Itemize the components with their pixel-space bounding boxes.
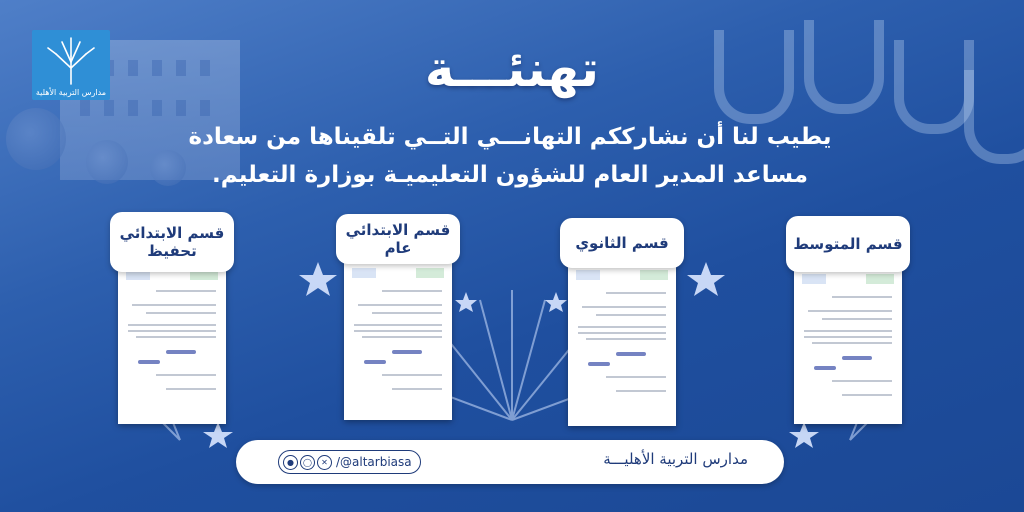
department-card-primary-tahfeez: [110, 212, 234, 272]
social-handle-pill[interactable]: [278, 450, 421, 474]
congratulation-letter-image: [118, 264, 226, 424]
congratulation-letter-image: [794, 268, 902, 424]
department-label: قسم الابتدائي تحفيظ: [110, 212, 234, 272]
snapchat-icon[interactable]: ●: [283, 455, 298, 470]
department-label: قسم الثانوي: [560, 218, 684, 268]
congratulation-letter-image: [344, 262, 452, 420]
footer-school-name: مدارس التربية الأهليـــة: [603, 450, 748, 468]
department-label: قسم المتوسط: [786, 216, 910, 272]
congratulation-message: [180, 118, 840, 194]
message-line-2: مساعد المدير العام للشؤون التعليميـة بوزارة التعليم.: [212, 162, 808, 188]
x-icon[interactable]: ✕: [317, 455, 332, 470]
page-title: تهنئـــة: [424, 40, 600, 98]
instagram-icon[interactable]: ◯: [300, 455, 315, 470]
message-line-1: يطيب لنا أن نشارككم التهانـــي التــي تلقيناها من سعادة: [188, 124, 832, 150]
logo-text: مدارس التربية الأهلية: [35, 88, 107, 97]
department-card-intermediate: [786, 216, 910, 272]
department-card-secondary: [560, 218, 684, 268]
congratulation-letter-image: [568, 264, 676, 426]
department-card-primary-general: [336, 214, 460, 264]
department-label: قسم الابتدائي عام: [336, 214, 460, 264]
social-handle[interactable]: /@altarbiasa: [336, 455, 412, 469]
footer-bar: [236, 440, 784, 484]
